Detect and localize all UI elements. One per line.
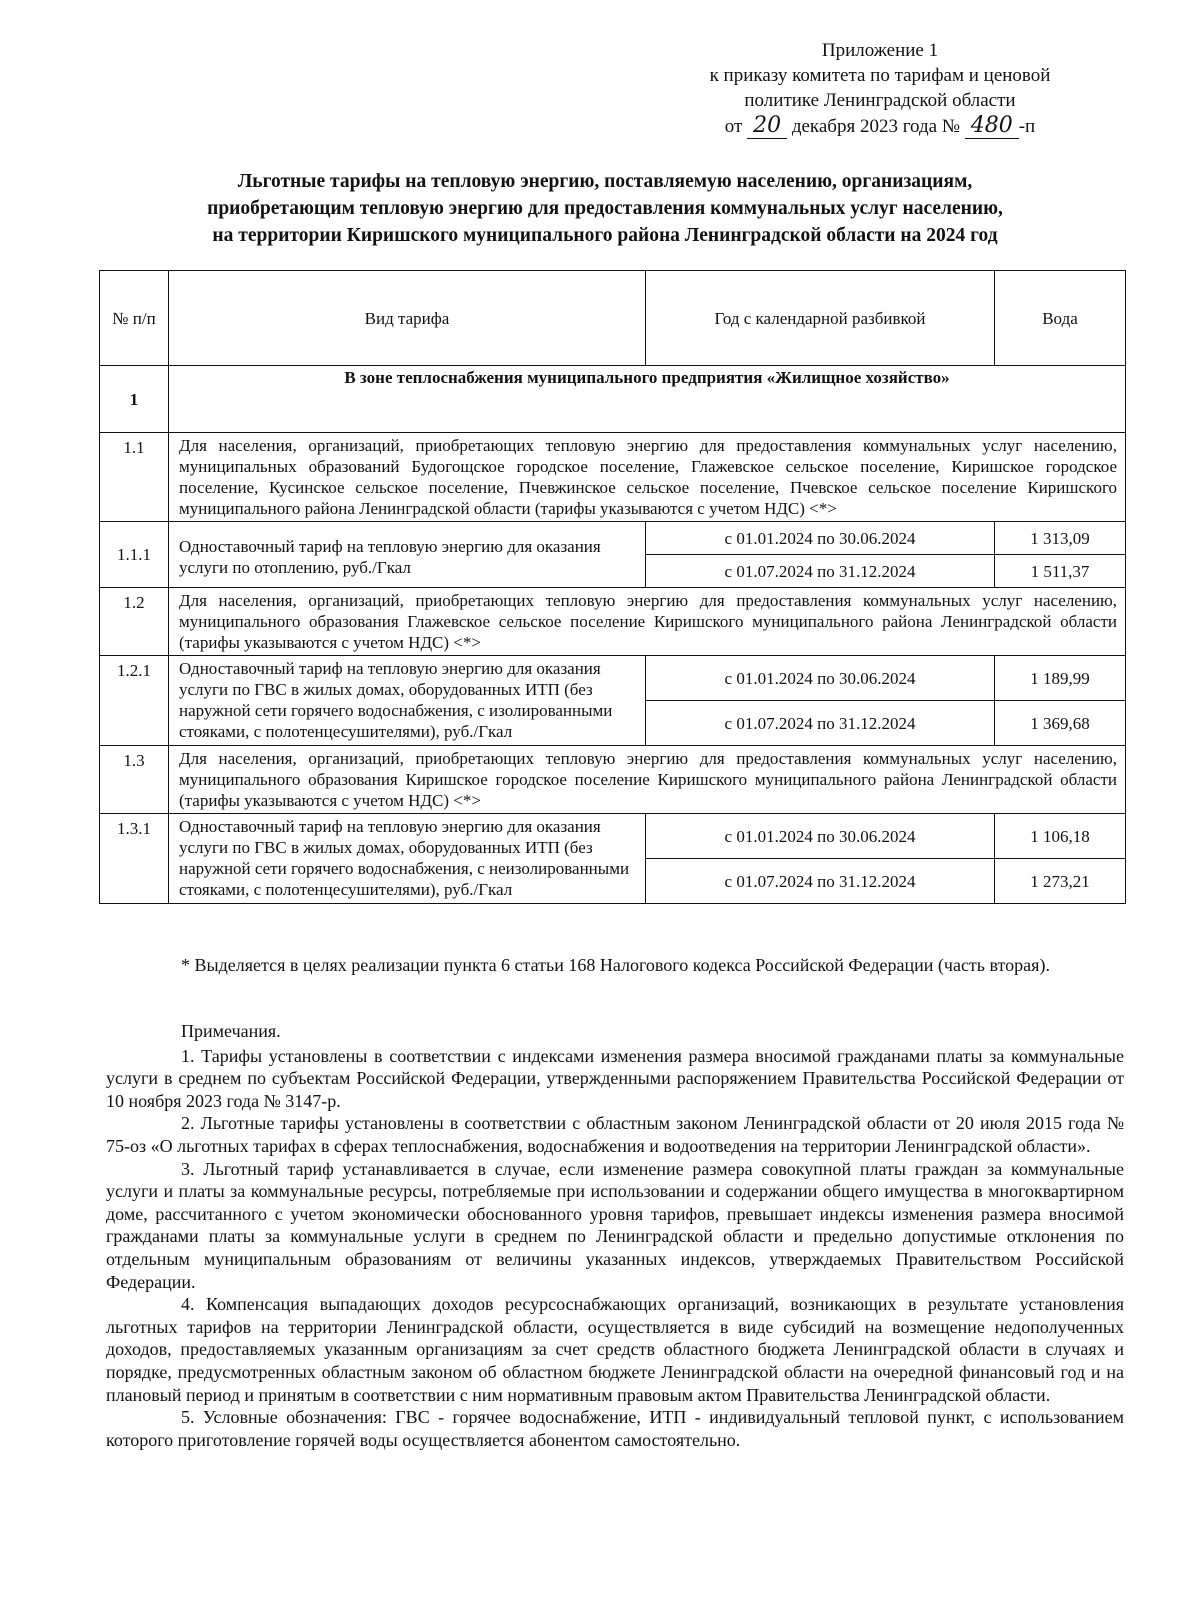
notes-section [106, 1020, 1124, 1451]
order-suffix: -п [1018, 116, 1036, 137]
note-item: 4. Компенсация выпадающих доходов ресурсоснабжающих организаций, возникающих в результате установления льготных тарифов на территории Ленинградской области, осуществляется в виде субсидий на возмещение недополученных доходов, предоставляемых указанным организациям за счет средств областного бюджета Ленинградской области в случаях и порядке, предусмотренных областным законом об областном бюджете Ленинградской области на очередной финансовый год и на плановый период и принятым в соответствии с ним нормативным правовым актом Правительства Ленинградской области. [106, 1294, 1124, 1405]
row-description: Для населения, организаций, приобретающих тепловую энергию для предоставления коммунальных услуг населению, муниципального образования Киришское городское поселение Киришского муниципального района Ленинградской области (тарифы указываются с учетом НДС) <*> [169, 746, 1126, 814]
tariff-table [99, 270, 1126, 904]
header-type: Вид тарифа [169, 271, 646, 366]
date-middle: декабря 2023 года № [791, 116, 960, 137]
header-water: Вода [995, 271, 1126, 366]
row-num: 1.1.1 [100, 522, 169, 588]
section-row [100, 366, 1126, 433]
section-num: 1 [100, 366, 169, 433]
period-cell: с 01.07.2024 по 31.12.2024 [646, 859, 995, 904]
period-cell: с 01.07.2024 по 31.12.2024 [646, 701, 995, 746]
title-line-1: Льготные тарифы на тепловую энергию, поставляемую населению, организациям, [237, 171, 973, 192]
footnote-text: * Выделяется в целях реализации пункта 6 статьи 168 Налогового кодекса Российской Федерации (часть вторая). [181, 955, 1050, 975]
note-item: 3. Льготный тариф устанавливается в случае, если изменение размера совокупной платы граждан за коммунальные услуги и платы за коммунальные ресурсы, потребляемые при использовании и содержании общего имущества в многоквартирном доме, рассчитанного с учетом экономически обоснованного уровня тарифов, превышает индексы изменения размера вносимой гражданами платы за коммунальные услуги в среднем по Ленинградской области и предельно допустимые отклонения по отдельным муниципальным образованиям от величины указанных индексов, утверждаемых Правительством Российской Федерации. [106, 1158, 1124, 1292]
table-row [100, 746, 1126, 814]
rate-description: Одноставочный тариф на тепловую энергию для оказания услуги по отоплению, руб./Гкал [169, 522, 646, 588]
row-num: 1.3 [100, 746, 169, 814]
appendix-date-line [640, 113, 1120, 139]
note-item: 2. Льготные тарифы установлены в соответствии с областным законом Ленинградской области от 20 июля 2015 года № 75-оз «О льготных тарифах в сферах теплоснабжения, водоснабжения и водоотведения на территории Ленинградской области». [106, 1113, 1124, 1156]
row-num: 1.2 [100, 588, 169, 656]
period-cell: с 01.07.2024 по 31.12.2024 [646, 555, 995, 588]
note-item: 1. Тарифы установлены в соответствии с индексами изменения размера вносимой гражданами платы за коммунальные услуги в среднем по субъектам Российской Федерации, утвержденными распоряжением Правительства Российской Федерации от 10 ноября 2023 года № 3147-р. [106, 1045, 1124, 1111]
period-cell: с 01.01.2024 по 30.06.2024 [646, 814, 995, 859]
appendix-header [640, 38, 1120, 139]
rate-description: Одноставочный тариф на тепловую энергию для оказания услуги по ГВС в жилых домах, оборудованных ИТП (без наружной сети горячего водоснабжения, с изолированными стояками, с полотенцесушителями), руб./Гкал [169, 656, 646, 746]
notes-title: Примечания. [181, 1021, 281, 1041]
table-row [100, 656, 1126, 701]
value-cell: 1 273,21 [995, 859, 1126, 904]
value-cell: 1 106,18 [995, 814, 1126, 859]
appendix-title: Приложение 1 [821, 40, 939, 61]
value-cell: 1 189,99 [995, 656, 1126, 701]
table-row [100, 433, 1126, 522]
row-num: 1.1 [100, 433, 169, 522]
document-title [90, 168, 1120, 249]
title-line-2: приобретающим тепловую энергию для предоставления коммунальных услуг населению, [207, 198, 1003, 219]
table-row [100, 814, 1126, 859]
table-row [100, 588, 1126, 656]
period-cell: с 01.01.2024 по 30.06.2024 [646, 522, 995, 555]
value-cell: 1 369,68 [995, 701, 1126, 746]
handwritten-day: 20 [747, 113, 787, 139]
vat-footnote [106, 953, 1124, 977]
value-cell: 1 511,37 [995, 555, 1126, 588]
header-num: № п/п [100, 271, 169, 366]
period-cell: с 01.01.2024 по 30.06.2024 [646, 656, 995, 701]
rate-description: Одноставочный тариф на тепловую энергию для оказания услуги по ГВС в жилых домах, оборудованных ИТП (без наружной сети горячего водоснабжения, с неизолированными стояками, с полотенцесушителями), руб./Гкал [169, 814, 646, 904]
value-cell: 1 313,09 [995, 522, 1126, 555]
note-item: 5. Условные обозначения: ГВС - горячее водоснабжение, ИТП - индивидуальный тепловой пункт, с использованием которого приготовление горячей воды осуществляется абонентом самостоятельно. [106, 1407, 1124, 1450]
table-header-row [100, 271, 1126, 366]
header-period: Год с календарной разбивкой [646, 271, 995, 366]
table-row [100, 522, 1126, 555]
appendix-committee-line: политике Ленинградской области [744, 90, 1016, 111]
row-description: Для населения, организаций, приобретающих тепловую энергию для предоставления коммунальных услуг населению, муниципального образования Глажевское сельское поселение Киришского муниципального района Ленинградской области (тарифы указываются с учетом НДС) <*> [169, 588, 1126, 656]
date-prefix: от [724, 116, 743, 137]
handwritten-order-number: 480 [965, 113, 1019, 139]
appendix-order-line: к приказу комитета по тарифам и ценовой [709, 65, 1051, 86]
row-description: Для населения, организаций, приобретающих тепловую энергию для предоставления коммунальных услуг населению, муниципальных образований Будогощское городское поселение, Глажевское сельское поселение, Киришское городское поселение, Кусинское сельское поселение, Пчевжинское сельское поселение, Пчевское сельское поселение Киришского муниципального района Ленинградской области (тарифы указываются с учетом НДС) <*> [169, 433, 1126, 522]
row-num: 1.2.1 [100, 656, 169, 746]
section-text: В зоне теплоснабжения муниципального предприятия «Жилищное хозяйство» [169, 366, 1126, 433]
title-line-3: на территории Киришского муниципального района Ленинградской области на 2024 год [212, 225, 998, 246]
row-num: 1.3.1 [100, 814, 169, 904]
